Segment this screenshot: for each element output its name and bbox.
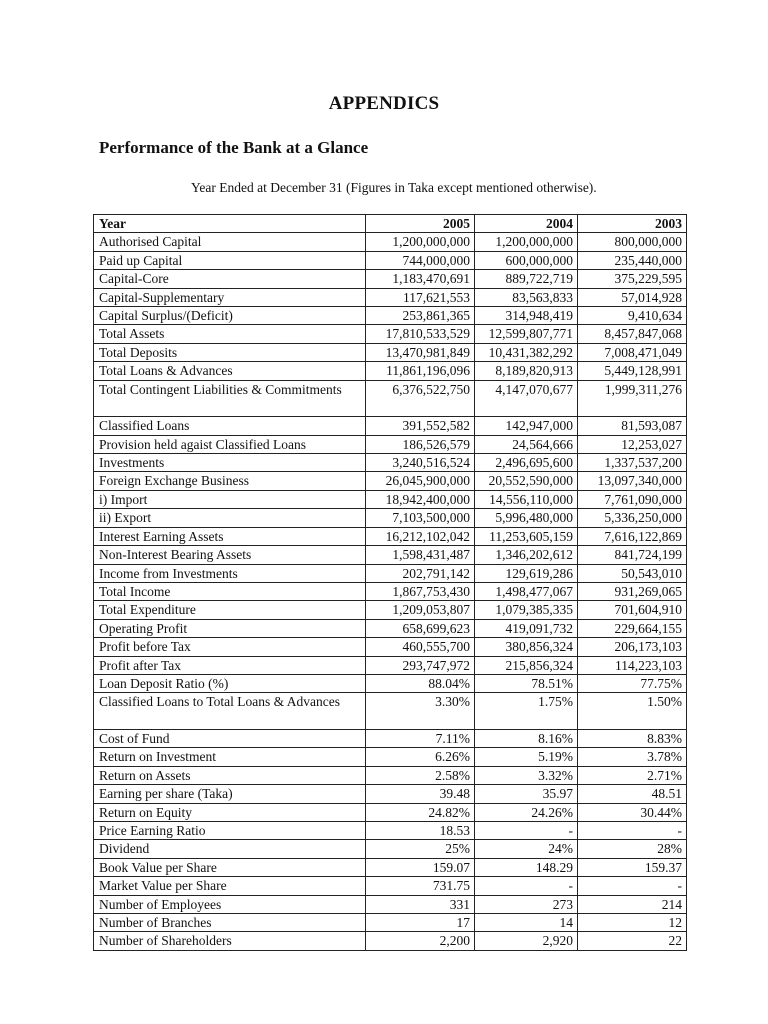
value-2004: 380,856,324 [475,638,578,656]
value-2004: 273 [475,895,578,913]
value-2005: 159.07 [366,858,475,876]
table-row [94,601,687,619]
value-2005: 460,555,700 [366,638,475,656]
value-2003: 229,664,155 [578,619,687,637]
row-label: Interest Earning Assets [94,527,366,545]
value-2003: 81,593,087 [578,417,687,435]
table-row [94,877,687,895]
value-2003: 1,337,537,200 [578,454,687,472]
value-2003: 13,097,340,000 [578,472,687,490]
table-row [94,766,687,784]
row-label: Number of Employees [94,895,366,913]
value-2005: 1,209,053,807 [366,601,475,619]
value-2004: 1,346,202,612 [475,546,578,564]
value-2003: 1,999,311,276 [578,380,687,417]
value-2003: 1.50% [578,693,687,730]
value-2004: 14 [475,914,578,932]
table-row [94,454,687,472]
value-2005: 18.53 [366,821,475,839]
value-2005: 2.58% [366,766,475,784]
value-2003: 12 [578,914,687,932]
row-label: Return on Investment [94,748,366,766]
header-2005: 2005 [366,215,475,233]
value-2004: 83,563,833 [475,288,578,306]
table-row [94,325,687,343]
value-2003: 7,008,471,049 [578,343,687,361]
table-row [94,564,687,582]
value-2005: 24.82% [366,803,475,821]
table-row [94,417,687,435]
value-2005: 39.48 [366,785,475,803]
row-label: Income from Investments [94,564,366,582]
table-header-row [94,215,687,233]
row-label: Return on Assets [94,766,366,784]
row-label: Total Expenditure [94,601,366,619]
table-row [94,343,687,361]
value-2003: 28% [578,840,687,858]
value-2005: 1,598,431,487 [366,546,475,564]
table-row [94,251,687,269]
value-2004: - [475,877,578,895]
row-label: Total Deposits [94,343,366,361]
table-row [94,619,687,637]
value-2003: 114,223,103 [578,656,687,674]
row-label: Investments [94,454,366,472]
value-2003: 3.78% [578,748,687,766]
row-label: Provision held agaist Classified Loans [94,435,366,453]
table-row [94,693,687,730]
value-2004: 129,619,286 [475,564,578,582]
row-label: Return on Equity [94,803,366,821]
value-2004: 2,920 [475,932,578,950]
value-2005: 331 [366,895,475,913]
value-2004: 1,498,477,067 [475,582,578,600]
value-2003: 7,616,122,869 [578,527,687,545]
page-title: APPENDICS [328,93,440,114]
table-row [94,527,687,545]
value-2004: 4,147,070,677 [475,380,578,417]
value-2004: 1,200,000,000 [475,233,578,251]
value-2005: 6,376,522,750 [366,380,475,417]
value-2004: 3.32% [475,766,578,784]
value-2005: 17,810,533,529 [366,325,475,343]
value-2005: 744,000,000 [366,251,475,269]
value-2005: 26,045,900,000 [366,472,475,490]
row-label: Classified Loans [94,417,366,435]
table-row [94,380,687,417]
row-label: Dividend [94,840,366,858]
value-2005: 17 [366,914,475,932]
value-2003: 375,229,595 [578,270,687,288]
header-2004: 2004 [475,215,578,233]
value-2003: 214 [578,895,687,913]
row-label: Non-Interest Bearing Assets [94,546,366,564]
value-2005: 1,867,753,430 [366,582,475,600]
row-label: ii) Export [94,509,366,527]
table-row [94,932,687,950]
row-label: Operating Profit [94,619,366,637]
value-2003: 7,761,090,000 [578,490,687,508]
row-label: Total Loans & Advances [94,362,366,380]
table-caption: Year Ended at December 31 (Figures in Taka except mentioned otherwise). [191,180,597,195]
value-2005: 16,212,102,042 [366,527,475,545]
row-label: Total Contingent Liabilities & Commitments [94,380,366,417]
row-label: Capital-Supplementary [94,288,366,306]
value-2004: 10,431,382,292 [475,343,578,361]
value-2004: 5,996,480,000 [475,509,578,527]
value-2005: 293,747,972 [366,656,475,674]
value-2005: 391,552,582 [366,417,475,435]
table-row [94,674,687,692]
table-row [94,858,687,876]
value-2004: 8,189,820,913 [475,362,578,380]
header-2003: 2003 [578,215,687,233]
value-2003: - [578,821,687,839]
value-2004: 20,552,590,000 [475,472,578,490]
row-label: Number of Branches [94,914,366,932]
table-row [94,362,687,380]
value-2003: 9,410,634 [578,307,687,325]
value-2005: 202,791,142 [366,564,475,582]
value-2004: 148.29 [475,858,578,876]
value-2003: 5,336,250,000 [578,509,687,527]
value-2003: 8,457,847,068 [578,325,687,343]
value-2005: 18,942,400,000 [366,490,475,508]
table-row [94,638,687,656]
value-2004: 24% [475,840,578,858]
table-row [94,435,687,453]
row-label: Foreign Exchange Business [94,472,366,490]
header-year: Year [94,215,366,233]
value-2005: 186,526,579 [366,435,475,453]
value-2005: 6.26% [366,748,475,766]
value-2003: 22 [578,932,687,950]
table-row [94,307,687,325]
value-2005: 731.75 [366,877,475,895]
table-row [94,472,687,490]
value-2005: 2,200 [366,932,475,950]
row-label: i) Import [94,490,366,508]
row-label: Book Value per Share [94,858,366,876]
value-2003: 235,440,000 [578,251,687,269]
table-row [94,748,687,766]
row-label: Market Value per Share [94,877,366,895]
performance-table-body [94,215,687,951]
value-2004: 142,947,000 [475,417,578,435]
row-label: Capital Surplus/(Deficit) [94,307,366,325]
value-2004: 8.16% [475,729,578,747]
value-2003: 5,449,128,991 [578,362,687,380]
value-2005: 25% [366,840,475,858]
row-label: Price Earning Ratio [94,821,366,839]
section-heading: Performance of the Bank at a Glance [99,138,369,157]
table-row [94,288,687,306]
value-2004: 11,253,605,159 [475,527,578,545]
table-row [94,729,687,747]
value-2003: 57,014,928 [578,288,687,306]
table-row [94,233,687,251]
value-2004: - [475,821,578,839]
value-2005: 1,183,470,691 [366,270,475,288]
value-2003: 30.44% [578,803,687,821]
table-row [94,656,687,674]
row-label: Profit after Tax [94,656,366,674]
value-2005: 88.04% [366,674,475,692]
value-2003: 206,173,103 [578,638,687,656]
row-label: Profit before Tax [94,638,366,656]
table-row [94,546,687,564]
row-label: Total Assets [94,325,366,343]
row-label: Classified Loans to Total Loans & Advances [94,693,366,730]
value-2004: 5.19% [475,748,578,766]
value-2005: 3.30% [366,693,475,730]
row-label: Authorised Capital [94,233,366,251]
performance-table [93,214,687,951]
table-row [94,582,687,600]
value-2004: 215,856,324 [475,656,578,674]
value-2004: 12,599,807,771 [475,325,578,343]
value-2004: 419,091,732 [475,619,578,637]
table-row [94,509,687,527]
value-2004: 78.51% [475,674,578,692]
value-2003: 8.83% [578,729,687,747]
value-2004: 1.75% [475,693,578,730]
value-2003: 159.37 [578,858,687,876]
value-2004: 1,079,385,335 [475,601,578,619]
table-row [94,803,687,821]
value-2005: 658,699,623 [366,619,475,637]
value-2003: 77.75% [578,674,687,692]
value-2003: 2.71% [578,766,687,784]
table-row [94,914,687,932]
value-2004: 600,000,000 [475,251,578,269]
value-2004: 35.97 [475,785,578,803]
table-row [94,895,687,913]
value-2003: 931,269,065 [578,582,687,600]
value-2003: 701,604,910 [578,601,687,619]
value-2004: 314,948,419 [475,307,578,325]
value-2004: 14,556,110,000 [475,490,578,508]
value-2004: 2,496,695,600 [475,454,578,472]
row-label: Paid up Capital [94,251,366,269]
row-label: Capital-Core [94,270,366,288]
row-label: Total Income [94,582,366,600]
row-label: Loan Deposit Ratio (%) [94,674,366,692]
value-2005: 7,103,500,000 [366,509,475,527]
value-2005: 13,470,981,849 [366,343,475,361]
value-2003: 800,000,000 [578,233,687,251]
table-row [94,490,687,508]
value-2005: 253,861,365 [366,307,475,325]
value-2005: 117,621,553 [366,288,475,306]
table-row [94,840,687,858]
value-2004: 24.26% [475,803,578,821]
value-2004: 24,564,666 [475,435,578,453]
value-2003: 50,543,010 [578,564,687,582]
table-row [94,785,687,803]
row-label: Earning per share (Taka) [94,785,366,803]
table-row [94,821,687,839]
row-label: Number of Shareholders [94,932,366,950]
value-2003: 12,253,027 [578,435,687,453]
row-label: Cost of Fund [94,729,366,747]
table-row [94,270,687,288]
value-2003: 48.51 [578,785,687,803]
value-2004: 889,722,719 [475,270,578,288]
value-2003: 841,724,199 [578,546,687,564]
value-2003: - [578,877,687,895]
value-2005: 11,861,196,096 [366,362,475,380]
value-2005: 3,240,516,524 [366,454,475,472]
value-2005: 7.11% [366,729,475,747]
value-2005: 1,200,000,000 [366,233,475,251]
